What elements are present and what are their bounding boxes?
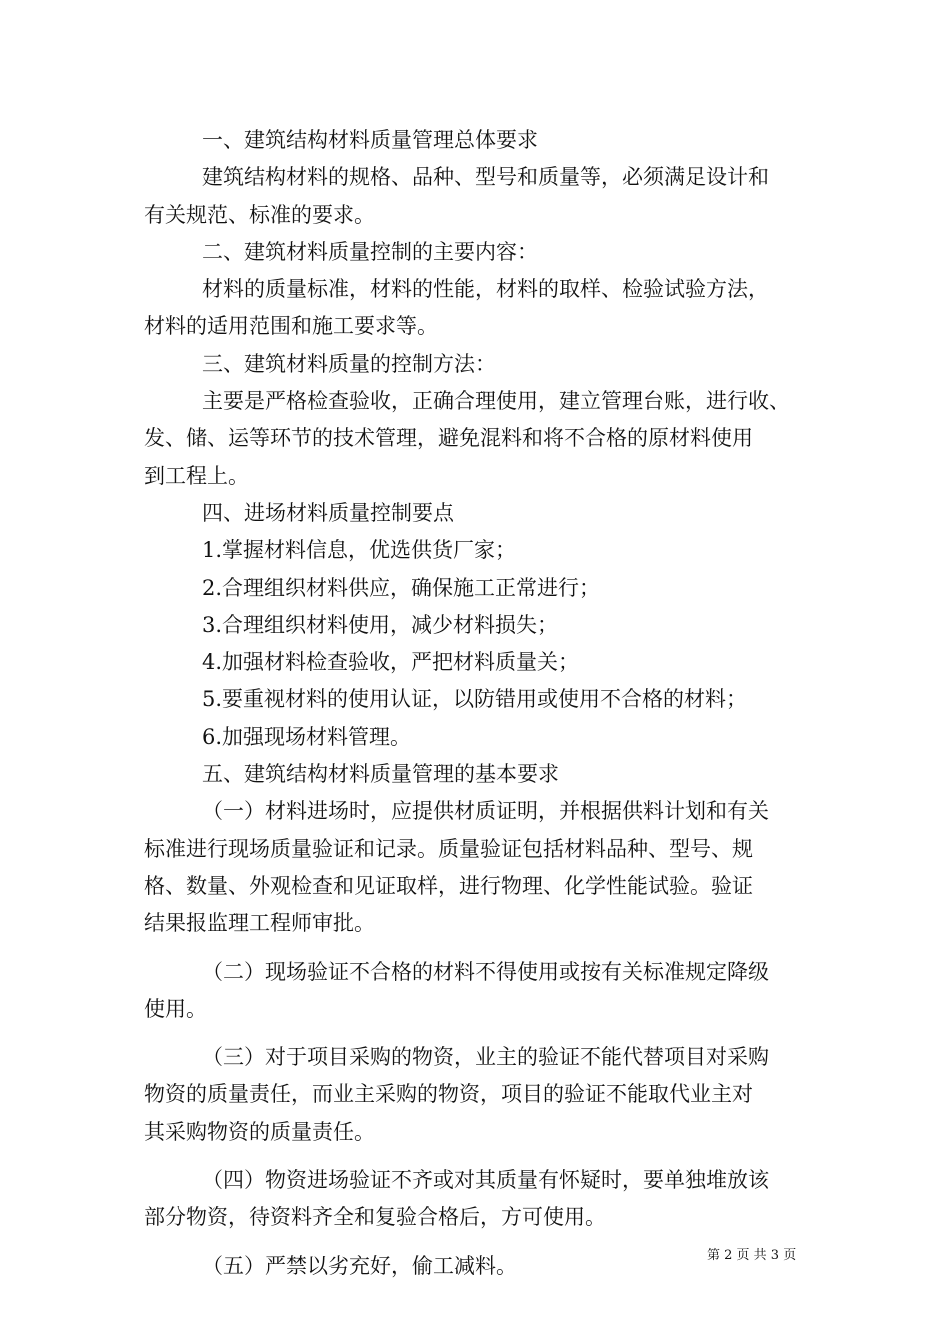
paragraph-line: （三）对于项目采购的物资，业主的验证不能代替项目对采购	[202, 1045, 769, 1070]
paragraph-line: （一）材料进场时，应提供材质证明，并根据供料计划和有关	[202, 799, 769, 824]
section-heading-2: 二、建筑材料质量控制的主要内容：	[202, 239, 538, 264]
list-item: 4.加强材料检查验收，严把材料质量关；	[202, 650, 580, 675]
list-item: 6.加强现场材料管理。	[202, 724, 412, 749]
section-heading-5: 五、建筑结构材料质量管理的基本要求	[202, 762, 559, 787]
list-item: 5.要重视材料的使用认证，以防错用或使用不合格的材料；	[202, 687, 748, 712]
paragraph-line: 材料的质量标准，材料的性能，材料的取样、检验试验方法，	[202, 277, 769, 302]
list-item: 1.掌握材料信息，优选供货厂家；	[202, 538, 517, 563]
section-heading-3: 三、建筑材料质量的控制方法：	[202, 351, 496, 376]
paragraph-line: 主要是严格检查验收，正确合理使用，建立管理台账，进行收、	[202, 389, 790, 414]
list-item: 3.合理组织材料使用，减少材料损失；	[202, 612, 559, 637]
paragraph-line: 标准进行现场质量验证和记录。质量验证包括材料品种、型号、规	[144, 836, 753, 861]
paragraph-line: 材料的适用范围和施工要求等。	[144, 314, 438, 339]
section-heading-4: 四、进场材料质量控制要点	[202, 500, 454, 525]
paragraph-line: 发、储、运等环节的技术管理，避免混料和将不合格的原材料使用	[144, 426, 753, 451]
paragraph-line: 使用。	[144, 996, 207, 1021]
paragraph-line: 建筑结构材料的规格、品种、型号和质量等，必须满足设计和	[202, 165, 769, 190]
page-number: 第 2 页 共 3 页	[707, 1248, 797, 1263]
paragraph-line: 其采购物资的质量责任。	[144, 1119, 375, 1144]
paragraph-line: （二）现场验证不合格的材料不得使用或按有关标准规定降级	[202, 959, 769, 984]
paragraph-line: 部分物资，待资料齐全和复验合格后，方可使用。	[144, 1205, 606, 1230]
paragraph-line: 有关规范、标准的要求。	[144, 202, 375, 227]
list-item: 2.合理组织材料供应，确保施工正常进行；	[202, 575, 601, 600]
paragraph-line: 结果报监理工程师审批。	[144, 911, 375, 936]
document-body	[144, 122, 808, 1285]
paragraph-line: 物资的质量责任，而业主采购的物资，项目的验证不能取代业主对	[144, 1082, 753, 1107]
paragraph-line: （四）物资进场验证不齐或对其质量有怀疑时，要单独堆放该	[202, 1168, 769, 1193]
paragraph-line: 到工程上。	[144, 463, 249, 488]
paragraph-line: 格、数量、外观检查和见证取样，进行物理、化学性能试验。验证	[144, 873, 753, 898]
paragraph-line: （五）严禁以劣充好，偷工减料。	[202, 1253, 517, 1278]
section-heading-1: 一、建筑结构材料质量管理总体要求	[202, 128, 538, 152]
